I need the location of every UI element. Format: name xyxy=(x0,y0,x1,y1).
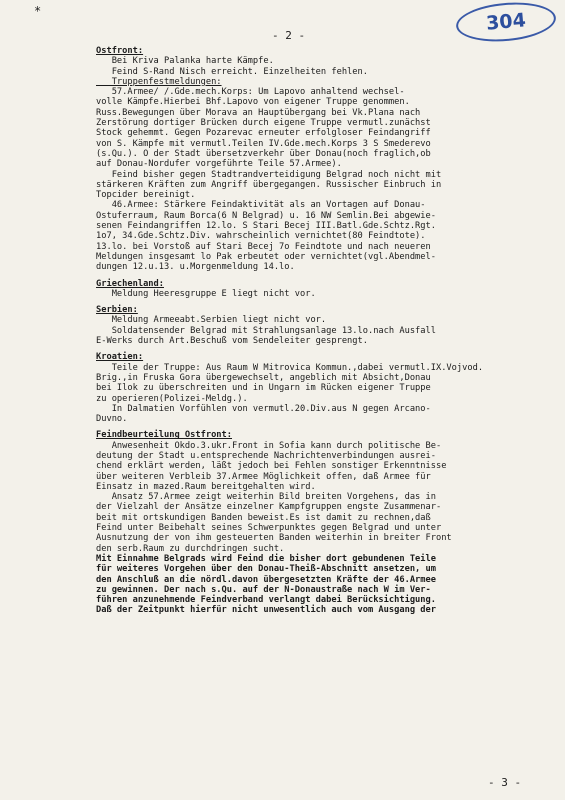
text-line: Einsatz in mazed.Raum bereitgehalten wird. xyxy=(96,481,316,492)
text-line: Russ.Bewegungen über Morava an Hauptübergang bei Vk.Plana nach xyxy=(96,107,421,118)
text-line: Bei Kriva Palanka harte Kämpfe. xyxy=(96,56,274,67)
text-line: Stock gehemmt. Gegen Pozarevac erneuter erfolgloser Feindangriff xyxy=(96,128,431,139)
text-line: Feind bisher gegen Stadtrandverteidigung Belgrad noch nicht mit xyxy=(96,169,442,180)
text-line: bei Ilok zu überschreiten und in Ungarn im Rücken eigener Truppe xyxy=(96,383,431,394)
text-line: (s.Qu.). O der Stadt übersetzverkehr über Donau(noch fraglich,ob xyxy=(96,148,431,159)
text-line: Topcider bereinigt. xyxy=(96,190,196,201)
text-line: Feind S-Rand Nisch erreicht. Einzelheiten fehlen. xyxy=(96,66,368,77)
text-line: E-Werks durch Art.Beschuß vom Sendeleiter gesprengt. xyxy=(96,336,368,347)
text-line: zu gewinnen. Der nach s.Qu. auf der N-Donaustraße nach W im Ver- xyxy=(96,584,431,595)
text-line: von S. Kämpfe mit vermutl.Teilen IV.Gde.mech.Korps 3 S Smederevo xyxy=(96,138,431,149)
next-page-marker: - 3 - xyxy=(488,776,522,789)
text-line: Brig.,in Fruska Gora übergewechselt, angeblich mit Absicht,Donau xyxy=(96,372,431,383)
text-line: stärkeren Kräften zum Angriff übergegangen. Russischer Einbruch in xyxy=(96,179,442,190)
section-heading: Feindbeurteilung Ostfront: xyxy=(96,430,232,441)
text-line: Anwesenheit Okdo.3.ukr.Front in Sofia kann durch politische Be- xyxy=(96,440,442,451)
text-line: dungen 12.u.13. u.Morgenmeldung 14.lo. xyxy=(96,262,295,273)
text-line: den Anschluß an die nördl.davon übergesetzten Kräfte der 46.Armee xyxy=(96,574,436,585)
text-line: Duvno. xyxy=(96,414,128,425)
text-line: 46.Armee: Stärkere Feindaktivität als an Vortagen auf Donau- xyxy=(96,200,426,211)
text-line: deutung der Stadt u.entsprechende Nachrichtenverbindungen ausrei- xyxy=(96,450,436,461)
text-line: Zerstörung dortiger Brücken durch eigene Truppe vermutl.zunächst xyxy=(96,118,431,129)
text-line: 57.Armee/ /.Gde.mech.Korps: Um Lapovo anhaltend wechsel- xyxy=(96,87,405,98)
text-line: Meldung Armeeabt.Serbien liegt nicht vor. xyxy=(96,315,327,326)
text-line: chend erklärt werden, läßt jedoch bei Fehlen sonstiger Erkenntnisse xyxy=(96,461,447,472)
text-line: Ansatz 57.Armee zeigt weiterhin Bild breiten Vorgehens, das in xyxy=(96,492,436,503)
section-heading: Kroatien: xyxy=(96,352,144,363)
text-line: Ostuferraum, Raum Borca(6 N Belgrad) u. 16 NW Semlin.Bei abgewie- xyxy=(96,210,436,221)
text-line: senen Feindangriffen 12.lo. S Stari Becej III.Batl.Gde.Schtz.Rgt. xyxy=(96,221,436,232)
text-line: Truppenfestmeldungen: xyxy=(96,76,222,87)
document-body xyxy=(96,46,536,616)
text-line: Ausnutzung der von ihm gesteuerten Banden weiterhin in breiter Front xyxy=(96,533,452,544)
text-line: 1o7, 34.Gde.Schtz.Div. wahrscheinlich vernichtet(80 Feindtote). xyxy=(96,231,426,242)
text-line: führen anzunehmende Feindverband verlangt dabei Berücksichtigung. xyxy=(96,595,436,606)
text-line: über weiteren Verbleib 37.Armee Möglichkeit offen, daß Armee für xyxy=(96,471,431,482)
text-line: In Dalmatien Vorfühlen von vermutl.20.Div.aus N gegen Arcano- xyxy=(96,403,431,414)
section-heading: Serbien: xyxy=(96,305,138,316)
text-line: der Vielzahl der Ansätze einzelner Kampfgruppen engste Zusammenar- xyxy=(96,502,442,513)
handwritten-page-stamp: 304 xyxy=(455,0,558,45)
text-line: beit mit ortskundigen Banden beweist.Es ist damit zu rechnen,daß xyxy=(96,512,431,523)
text-line: Meldung Heeresgruppe E liegt nicht vor. xyxy=(96,288,316,299)
text-line: Soldatensender Belgrad mit Strahlungsanlage 13.lo.nach Ausfall xyxy=(96,325,436,336)
text-line: 13.lo. bei Vorstoß auf Stari Becej 7o Feindtote und nach neueren xyxy=(96,241,431,252)
text-line: für weiteres Vorgehen über den Donau-Theiß-Abschnitt ansetzen, um xyxy=(96,564,436,575)
corner-mark: * xyxy=(34,4,42,18)
text-line: den serb.Raum zu durchdringen sucht. xyxy=(96,543,285,554)
text-line: Mit Einnahme Belgrads wird Feind die bisher dort gebundenen Teile xyxy=(96,553,436,564)
page-number: - 2 - xyxy=(272,29,306,42)
text-line: Feind unter Beibehalt seines Schwerpunktes gegen Belgrad und unter xyxy=(96,523,442,534)
text-line: volle Kämpfe.Hierbei Bhf.Lapovo von eigener Truppe genommen. xyxy=(96,97,410,108)
section-heading: Griechenland: xyxy=(96,278,164,289)
section-heading: Ostfront: xyxy=(96,46,144,56)
text-line: Meldungen insgesamt lo Pak erbeutet oder vernichtet(vgl.Abendmel- xyxy=(96,251,436,262)
text-line: Daß der Zeitpunkt hierfür nicht unwesentlich auch vom Ausgang der xyxy=(96,605,436,616)
text-line: Teile der Truppe: Aus Raum W Mitrovica Kommun.,dabei vermutl.IX.Vojvod. xyxy=(96,362,484,373)
text-line: auf Donau-Nordufer vorgeführte Teile 57.Armee). xyxy=(96,159,342,170)
text-line: zu operieren(Polizei-Meldg.). xyxy=(96,393,248,404)
